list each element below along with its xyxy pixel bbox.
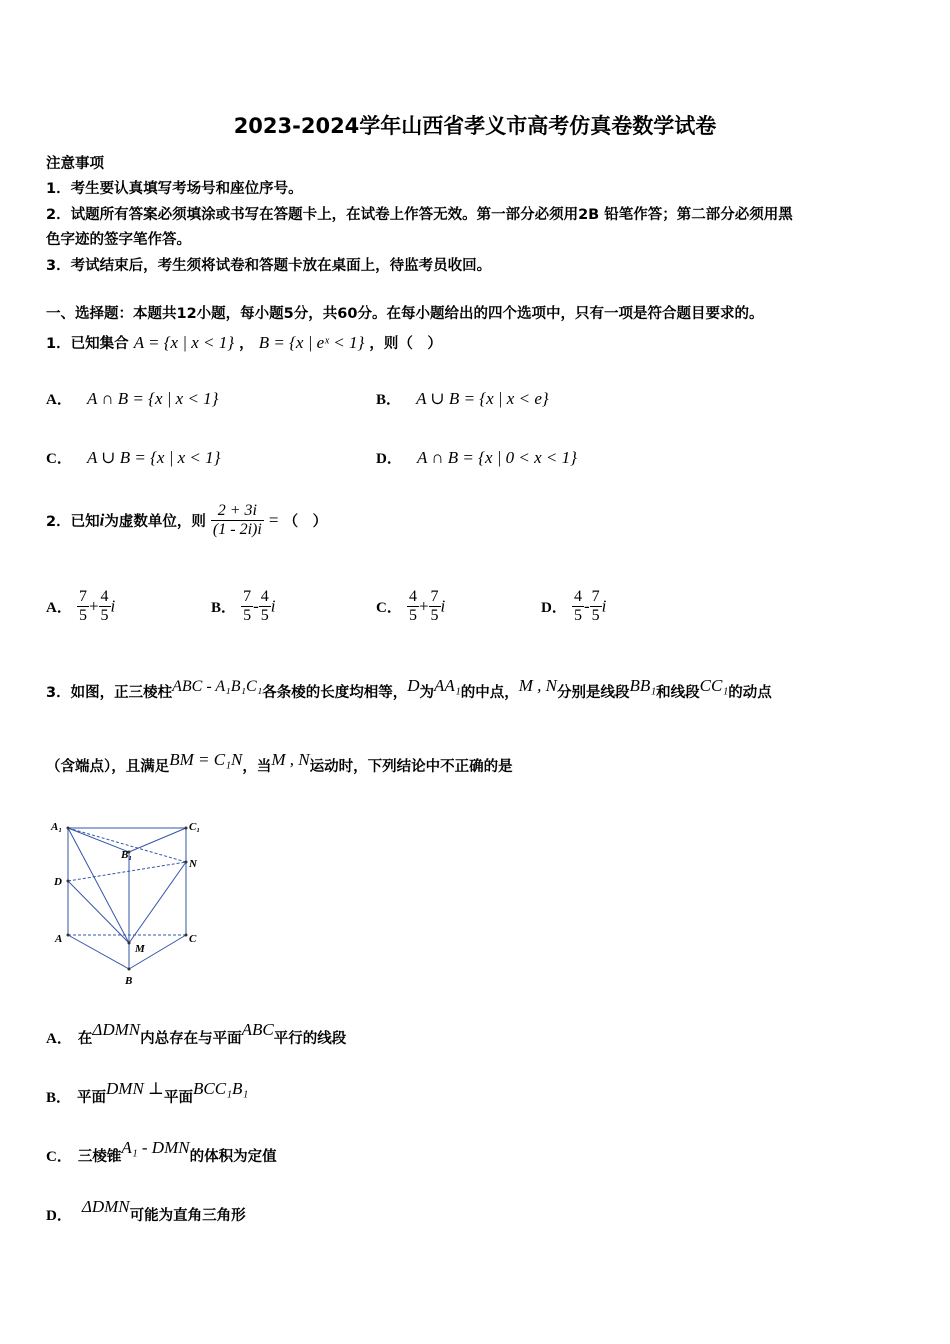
imag-unit: i: [270, 596, 276, 616]
q3-text: ，当: [242, 759, 272, 775]
label-a1: A₁: [51, 821, 63, 833]
point-n: [185, 861, 188, 864]
imag-unit: i: [110, 596, 116, 616]
frac-den: 5: [100, 607, 109, 624]
frac-2: [259, 588, 271, 625]
q1-set-a: A = {x | x < 1}: [133, 333, 235, 352]
frac-2: [99, 588, 111, 625]
option-math: ΔDMN: [81, 1197, 130, 1216]
imag-unit: i: [601, 596, 607, 616]
question-2: [46, 502, 327, 539]
seg-a1-m: [68, 828, 129, 943]
option-label: C．: [46, 451, 72, 467]
q2-mid: 为虚数单位，则: [104, 514, 206, 530]
frac-num: 4: [408, 588, 417, 605]
page-title: 2023-2024学年山西省孝义市高考仿真卷数学试卷: [233, 114, 717, 138]
option-text: A ∪ B = {x | x < 1}: [86, 448, 221, 467]
q1-set-b: B = {x | eˣ < 1}: [258, 333, 365, 352]
q3-text: 分别是线段: [556, 685, 630, 701]
op: -: [253, 596, 259, 616]
q3-math: D: [407, 676, 420, 695]
option-text: 的体积为定值: [189, 1149, 277, 1165]
label-c1: C₁: [189, 821, 201, 833]
q1-comma: ，: [239, 336, 254, 352]
frac-den: 5: [408, 607, 417, 624]
question-3-line1: [46, 676, 772, 702]
frac-num: 4: [100, 588, 109, 605]
q1-suffix: ，则（ ）: [369, 336, 442, 352]
question-1: [46, 332, 442, 353]
point-c: [185, 934, 188, 937]
option-text: 平面: [77, 1090, 107, 1106]
frac-den: 5: [78, 607, 87, 624]
frac-den: 5: [573, 607, 582, 624]
q2-equals: =: [268, 510, 279, 530]
frac-num: 7: [591, 588, 600, 605]
q2-denominator: (1 - 2i)i: [212, 521, 262, 538]
notice-item-3: 3．考试结束后，考生须将试卷和答题卡放在桌面上，待监考员收回。: [46, 258, 492, 274]
option-text: 内总存在与平面: [140, 1031, 242, 1047]
q3-text: 的中点，: [460, 685, 519, 701]
prism-figure: [46, 812, 216, 992]
q3-math: CC₁: [699, 676, 729, 695]
option-label: C．: [376, 600, 402, 616]
option-text: A ∩ B = {x | 0 < x < 1}: [416, 448, 577, 467]
option-text: 可能为直角三角形: [129, 1208, 246, 1224]
option-text: 平面: [164, 1090, 194, 1106]
point-c1: [185, 827, 188, 830]
option-math: DMN ⊥: [106, 1079, 165, 1098]
label-c: C: [189, 933, 197, 945]
option-math: BCC₁B₁: [193, 1079, 249, 1098]
op: -: [583, 596, 590, 616]
option-label: A．: [46, 392, 72, 408]
seg-m-n: [129, 862, 186, 943]
notice-heading: 注意事项: [46, 156, 104, 172]
q3-math: BB₁: [629, 676, 657, 695]
frac-den: 5: [591, 607, 600, 624]
frac-1: [77, 588, 89, 625]
point-d: [67, 880, 70, 883]
imag-unit: i: [440, 596, 446, 616]
label-a: A: [55, 933, 63, 945]
q3-option-c[interactable]: [46, 1138, 277, 1166]
seg-d-n: [68, 862, 186, 881]
notice-item-1: 1．考生要认真填写考场号和座位序号。: [46, 181, 303, 197]
option-label: B．: [211, 600, 237, 616]
frac-num: 4: [260, 588, 269, 605]
option-label: C．: [46, 1149, 72, 1165]
option-label: D．: [46, 1208, 72, 1224]
option-math: ABC: [241, 1020, 274, 1039]
option-label: B．: [46, 1090, 72, 1106]
frac-den: 5: [430, 607, 439, 624]
q2-prefix: 2．已知: [46, 514, 100, 530]
option-text: 三棱锥: [77, 1149, 122, 1165]
q2-numerator: 2 + 3i: [211, 502, 264, 521]
q2-option-a[interactable]: [46, 588, 115, 625]
q1-option-c[interactable]: [46, 447, 220, 468]
frac-1: [572, 588, 584, 625]
q3-math: BM = C₁N: [169, 750, 243, 769]
option-text: A ∩ B = {x | x < 1}: [86, 389, 219, 408]
frac-1: [407, 588, 419, 625]
q2-option-b[interactable]: [211, 588, 276, 625]
edge-a-b: [68, 935, 129, 969]
section-heading: 一、选择题：本题共12小题，每小题5分，共60分。在每小题给出的四个选项中，只有一项是符合题目要求的。: [46, 306, 764, 322]
option-text: 在: [77, 1031, 93, 1047]
q1-prefix: 1．已知集合: [46, 336, 129, 352]
frac-1: [241, 588, 253, 625]
q3-text: 3．如图，正三棱柱: [46, 685, 173, 701]
frac-num: 7: [243, 588, 252, 605]
option-label: B．: [376, 392, 402, 408]
op: +: [88, 596, 99, 616]
edge-a1-b1: [68, 828, 129, 852]
frac-num: 7: [430, 588, 439, 605]
q3-text: 为: [419, 685, 435, 701]
point-m: [128, 942, 131, 945]
q1-option-b[interactable]: [376, 388, 549, 409]
option-math: ΔDMN: [92, 1020, 141, 1039]
label-m: M: [135, 943, 145, 955]
q3-option-b[interactable]: [46, 1079, 248, 1107]
option-label: D．: [541, 600, 567, 616]
q3-math: AA₁: [434, 676, 461, 695]
point-a: [67, 934, 70, 937]
q2-option-c[interactable]: [376, 588, 445, 625]
option-text: A ∪ B = {x | x < e}: [416, 389, 549, 408]
q3-text: 各条棱的长度均相等，: [262, 685, 408, 701]
option-text: 平行的线段: [273, 1031, 347, 1047]
q3-option-a[interactable]: [46, 1020, 346, 1048]
point-b: [128, 968, 131, 971]
op: +: [418, 596, 429, 616]
q1-option-d[interactable]: [376, 447, 577, 468]
frac-den: 5: [260, 607, 269, 624]
frac-num: 7: [78, 588, 87, 605]
q3-option-d[interactable]: [46, 1197, 246, 1225]
point-a1: [67, 827, 70, 830]
label-d: D: [54, 876, 62, 888]
notice-item-2: 2．试题所有答案必须填涂或书写在答题卡上，在试卷上作答无效。第一部分必须用2B 铅笔作答；第二部分必须用黑: [46, 207, 793, 223]
q3-math: M , N: [518, 676, 557, 695]
q3-math: ABC - A₁B₁C₁: [172, 678, 263, 695]
label-n: N: [189, 858, 197, 870]
q2-fraction: [211, 502, 264, 539]
q3-text: 运动时，下列结论中不正确的是: [309, 759, 513, 775]
frac-2: [590, 588, 602, 625]
label-b1: B₁: [121, 849, 133, 861]
frac-2: [429, 588, 441, 625]
notice-item-2-cont: 色字迹的签字笔作答。: [46, 232, 191, 248]
q2-i: i: [99, 510, 105, 530]
q2-option-d[interactable]: [541, 588, 606, 625]
q2-suffix: （ ）: [283, 514, 328, 530]
option-label: A．: [46, 1031, 72, 1047]
seg-d-m: [68, 881, 129, 943]
option-label: A．: [46, 600, 72, 616]
frac-den: 5: [243, 607, 252, 624]
q3-text: （含端点），且满足: [46, 759, 170, 775]
option-label: D．: [376, 451, 402, 467]
q3-math: M , N: [271, 750, 310, 769]
q3-text: 的动点: [728, 685, 772, 701]
question-3-line2: [46, 750, 513, 776]
frac-num: 4: [573, 588, 582, 605]
option-math: A₁ - DMN: [121, 1138, 190, 1157]
q1-option-a[interactable]: [46, 388, 218, 409]
label-b: B: [125, 975, 133, 987]
q3-text: 和线段: [656, 685, 700, 701]
